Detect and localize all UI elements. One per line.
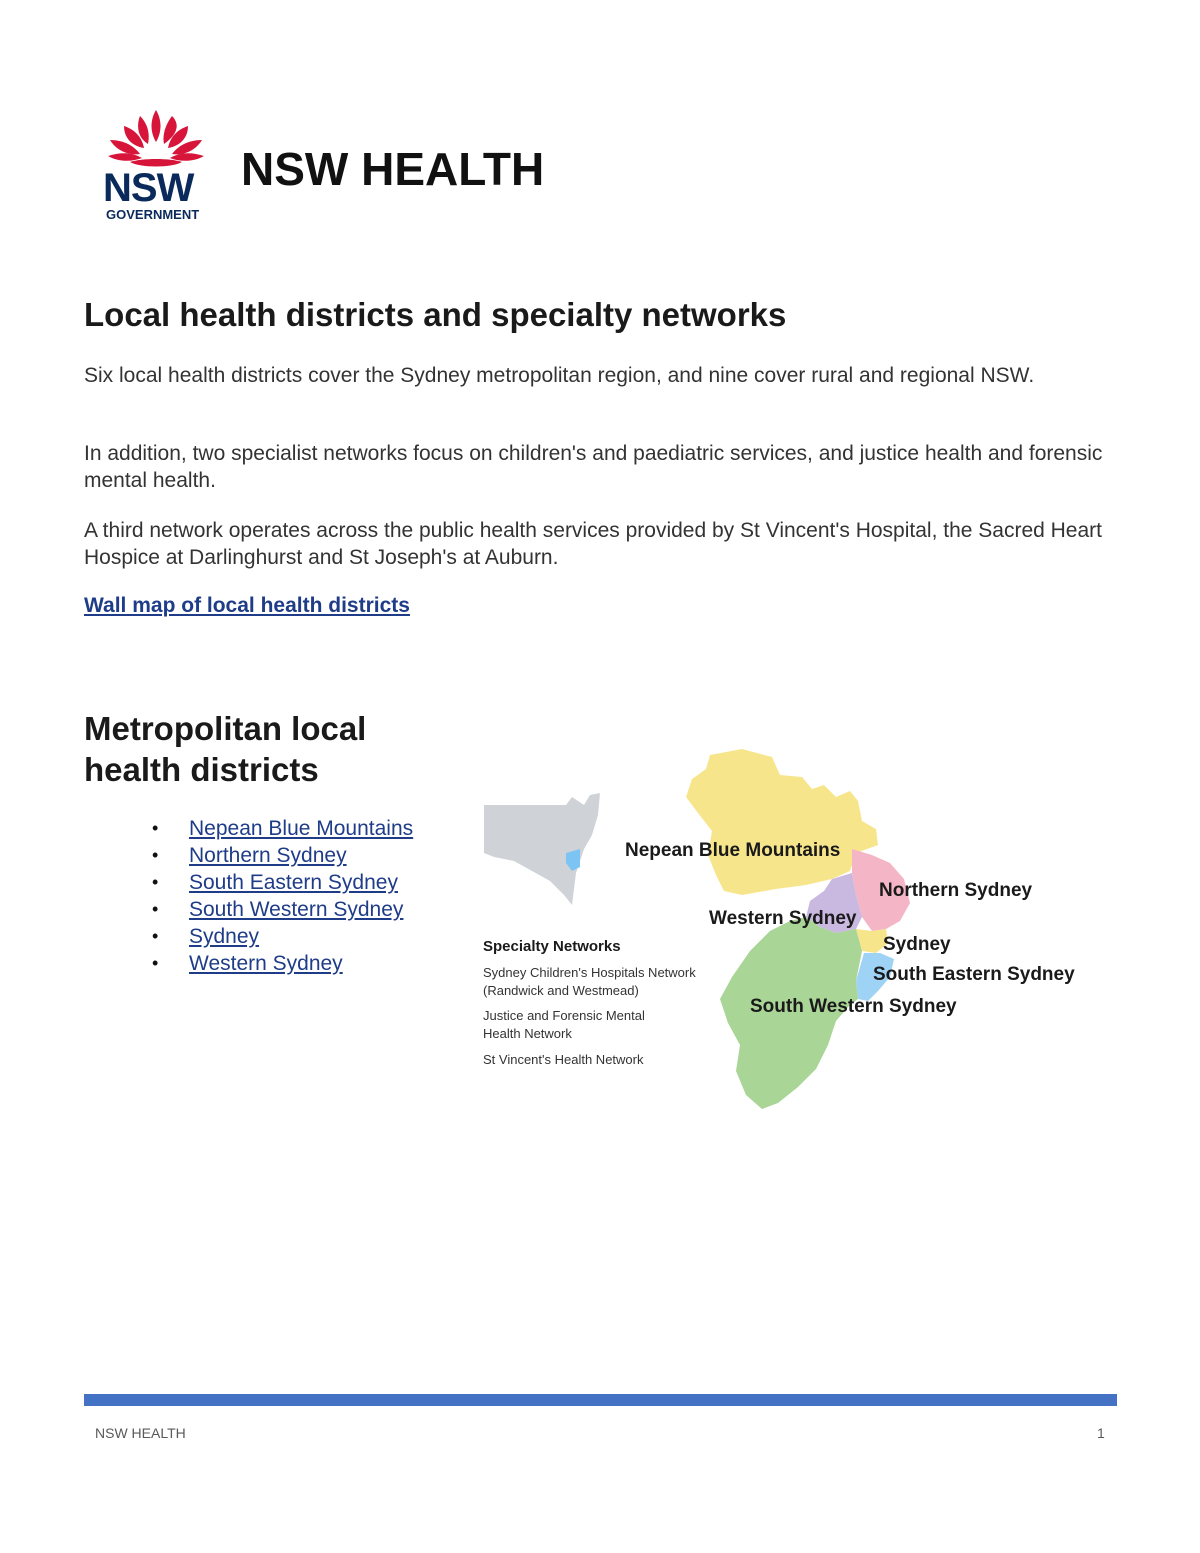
label-south-eastern: South Eastern Sydney [873, 964, 1075, 985]
region-nepean-shape [686, 749, 878, 895]
label-nepean: Nepean Blue Mountains [625, 840, 841, 861]
district-link-nepean-blue-mountains[interactable]: Nepean Blue Mountains [189, 817, 414, 840]
list-item [150, 950, 460, 977]
intro-paragraph-2: In addition, two specialist networks focus on children's and paediatric services, and justice health and forensic mental health. [84, 442, 1103, 492]
district-link-western-sydney[interactable]: Western Sydney [189, 952, 343, 975]
intro-paragraph-3: A third network operates across the public health services provided by St Vincent's Hospital, the Sacred Heart Hospice at Darlinghurst and St Joseph's at Auburn. [84, 519, 1102, 569]
footer-title: NSW HEALTH [95, 1425, 186, 1441]
logo-wordmark: NSW [103, 166, 194, 210]
label-south-western: South Western Sydney [750, 996, 957, 1017]
page-title: Local health districts and specialty networks [84, 296, 787, 333]
label-sydney: Sydney [883, 934, 951, 955]
district-map [480, 745, 1100, 1115]
nsw-state-shape [484, 793, 600, 905]
district-link-sydney[interactable]: Sydney [189, 925, 260, 948]
district-link-south-eastern-sydney[interactable]: South Eastern Sydney [189, 871, 398, 894]
footer-rule [84, 1394, 1117, 1406]
wall-map-link[interactable]: Wall map of local health districts [84, 594, 410, 617]
district-list [150, 815, 460, 977]
list-item [150, 869, 460, 896]
page-number: 1 [1097, 1425, 1105, 1441]
intro-paragraph-1: Six local health districts cover the Sydney metropolitan region, and nine cover rural and regional NSW. [84, 364, 1035, 387]
brand-title: NSW HEALTH [241, 143, 545, 195]
district-link-northern-sydney[interactable]: Northern Sydney [189, 844, 347, 867]
list-item [150, 923, 460, 950]
list-item [150, 815, 460, 842]
list-item [150, 896, 460, 923]
specialty-item: Health Network [483, 1026, 572, 1041]
district-link-south-western-sydney[interactable]: South Western Sydney [189, 898, 404, 921]
label-northern: Northern Sydney [879, 880, 1033, 901]
specialty-item: Sydney Children's Hospitals Network [483, 965, 696, 980]
logo-subtitle: GOVERNMENT [106, 207, 200, 222]
specialty-item: St Vincent's Health Network [483, 1052, 644, 1067]
label-western: Western Sydney [709, 908, 857, 929]
list-item [150, 842, 460, 869]
specialty-item: (Randwick and Westmead) [483, 983, 639, 998]
specialty-title: Specialty Networks [483, 938, 621, 955]
specialty-item: Justice and Forensic Mental [483, 1008, 645, 1023]
metro-heading: Metropolitan local health districts [84, 710, 367, 788]
